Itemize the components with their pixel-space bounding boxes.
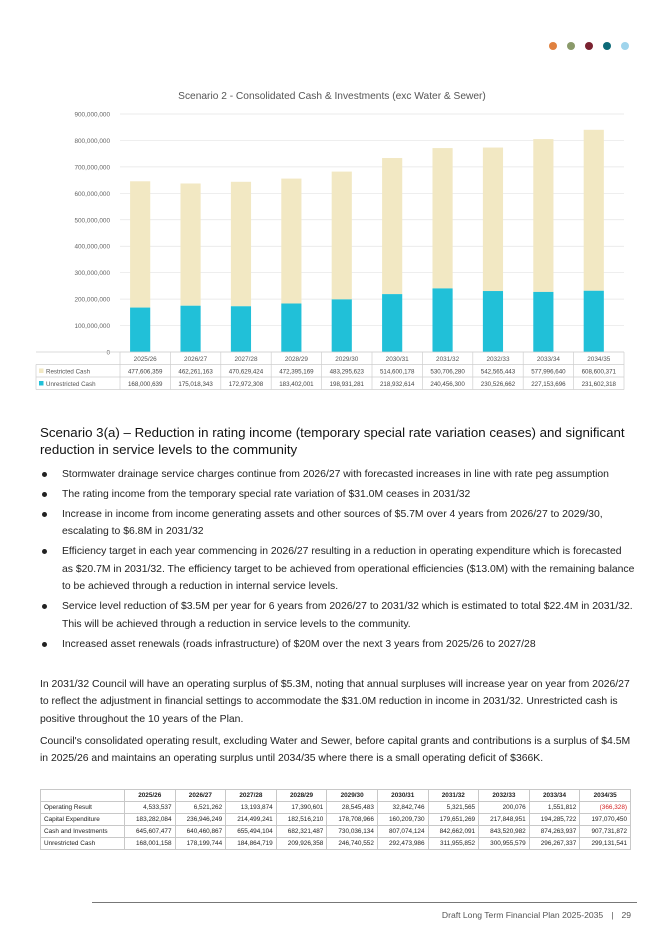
dot-icon bbox=[567, 42, 575, 50]
table-cell: 182,516,210 bbox=[276, 814, 327, 826]
x-tick-label: 2034/35 bbox=[587, 356, 611, 363]
column-header: 2026/27 bbox=[175, 790, 226, 802]
data-label: 198,931,281 bbox=[329, 380, 365, 388]
table-row bbox=[41, 826, 631, 838]
data-label: 514,600,178 bbox=[379, 368, 415, 376]
table-header-row bbox=[41, 790, 631, 802]
bar-restricted-cash bbox=[533, 139, 553, 292]
y-tick-label: 500,000,000 bbox=[74, 217, 110, 225]
column-header: 2032/33 bbox=[479, 790, 530, 802]
data-label: 183,402,001 bbox=[279, 380, 314, 388]
y-tick-label: 0 bbox=[106, 349, 110, 357]
bar-restricted-cash bbox=[584, 130, 604, 291]
data-label: 542,565,443 bbox=[480, 368, 516, 376]
page-number: 29 bbox=[621, 910, 631, 920]
data-label: 472,395,169 bbox=[279, 368, 314, 376]
bar-restricted-cash bbox=[180, 183, 200, 305]
table-cell: 214,499,241 bbox=[226, 814, 277, 826]
list-item: The rating income from the temporary special rate variation of $31.0M ceases in 2031/32 bbox=[40, 486, 635, 503]
list-item: Increase in income from income generating assets and other sources of $5.7M over 4 years from 2026/27 to 2029/30, escalating to $6.8M in 2031/32 bbox=[40, 506, 635, 541]
column-header: 2034/35 bbox=[580, 790, 631, 802]
y-tick-label: 600,000,000 bbox=[74, 190, 110, 198]
data-label: 175,018,343 bbox=[178, 380, 213, 388]
list-item: Increased asset renewals (roads infrastructure) of $20M over the next 3 years from 2025/26 to 2027/28 bbox=[40, 636, 635, 653]
column-header: 2030/31 bbox=[377, 790, 428, 802]
table-cell: 28,545,483 bbox=[327, 802, 378, 814]
table-cell: 200,076 bbox=[479, 802, 530, 814]
table-cell: 6,521,262 bbox=[175, 802, 226, 814]
row-label: Capital Expenditure bbox=[41, 814, 125, 826]
table-row bbox=[41, 802, 631, 814]
financial-summary-table bbox=[40, 789, 631, 850]
table-cell: 907,731,872 bbox=[580, 826, 631, 838]
list-item: Stormwater drainage service charges continue from 2026/27 with forecasted increases in line with rate peg assumption bbox=[40, 466, 635, 483]
legend-label: Unrestricted Cash bbox=[46, 380, 96, 388]
table-cell: 209,926,358 bbox=[276, 838, 327, 850]
table-cell: 194,285,722 bbox=[529, 814, 580, 826]
data-label: 483,295,623 bbox=[329, 368, 365, 376]
bar-restricted-cash bbox=[332, 172, 352, 300]
table-cell: 178,708,966 bbox=[327, 814, 378, 826]
data-label: 231,602,318 bbox=[581, 380, 617, 388]
table-cell: 730,036,134 bbox=[327, 826, 378, 838]
list-item: Efficiency target in each year commencing in 2026/27 resulting in a reduction in operating expenditure which is forecasted as $20.7M in 2031/32. The efficiency target to be achieved from operational efficiencies ($13.0M) with the remaining balance to be achieved through a reduction in internal service levels. bbox=[40, 543, 635, 595]
data-label: 530,706,280 bbox=[430, 368, 465, 376]
summary-paragraph: In 2031/32 Council will have an operating surplus of $5.3M, noting that annual surpluses will increase year on year from 2026/27 to reflect the adjustment in financial settings to accommodate the $31.0M reduction in income in 2031/32. Unrestricted cash is positive throughout the 10 years of the Plan. bbox=[40, 679, 630, 725]
table-cell: 842,662,091 bbox=[428, 826, 479, 838]
table-cell: 645,607,477 bbox=[124, 826, 175, 838]
data-label: 218,932,614 bbox=[379, 380, 415, 388]
bar-restricted-cash bbox=[483, 148, 503, 291]
column-header: 2033/34 bbox=[529, 790, 580, 802]
table-cell: 184,864,719 bbox=[226, 838, 277, 850]
legend-label: Restricted Cash bbox=[46, 368, 91, 376]
y-tick-label: 400,000,000 bbox=[74, 243, 110, 251]
table-cell: 1,551,812 bbox=[529, 802, 580, 814]
dot-icon bbox=[621, 42, 629, 50]
legend-swatch bbox=[39, 381, 44, 386]
data-label: 230,526,662 bbox=[480, 380, 516, 388]
table-cell: 5,321,565 bbox=[428, 802, 479, 814]
column-header bbox=[41, 790, 125, 802]
table-cell: 168,001,158 bbox=[124, 838, 175, 850]
table-cell: 160,209,730 bbox=[377, 814, 428, 826]
table-cell: (366,328) bbox=[580, 802, 631, 814]
data-label: 168,000,639 bbox=[127, 380, 163, 388]
table-cell: 178,199,744 bbox=[175, 838, 226, 850]
dot-icon bbox=[549, 42, 557, 50]
column-header: 2031/32 bbox=[428, 790, 479, 802]
bar-unrestricted-cash bbox=[332, 299, 352, 352]
table-cell: 4,533,537 bbox=[124, 802, 175, 814]
y-tick-label: 100,000,000 bbox=[74, 323, 110, 331]
footer-separator: | bbox=[611, 910, 614, 920]
table-cell: 17,390,601 bbox=[276, 802, 327, 814]
data-label: 462,261,163 bbox=[178, 368, 213, 376]
row-label: Operating Result bbox=[41, 802, 125, 814]
y-tick-label: 900,000,000 bbox=[74, 111, 110, 119]
data-label: 240,456,300 bbox=[430, 380, 465, 388]
dot-icon bbox=[585, 42, 593, 50]
legend-swatch bbox=[39, 369, 44, 374]
section-heading: Scenario 3(a) – Reduction in rating income (temporary special rate variation ceases) and significant reduction in service levels to the community bbox=[40, 425, 625, 457]
row-label: Unrestricted Cash bbox=[41, 838, 125, 850]
bar-unrestricted-cash bbox=[483, 291, 503, 352]
bar-restricted-cash bbox=[382, 158, 402, 294]
bar-restricted-cash bbox=[231, 182, 251, 306]
data-label: 227,153,696 bbox=[531, 380, 566, 388]
x-tick-label: 2026/27 bbox=[184, 356, 208, 363]
column-header: 2025/26 bbox=[124, 790, 175, 802]
page-footer bbox=[442, 910, 631, 920]
table-cell: 640,460,867 bbox=[175, 826, 226, 838]
footer-divider bbox=[92, 902, 637, 903]
assumption-list bbox=[40, 466, 635, 656]
table-cell: 296,267,337 bbox=[529, 838, 580, 850]
column-header: 2027/28 bbox=[226, 790, 277, 802]
cash-investments-chart bbox=[30, 84, 630, 394]
table-cell: 299,131,541 bbox=[580, 838, 631, 850]
table-cell: 32,842,746 bbox=[377, 802, 428, 814]
bar-restricted-cash bbox=[130, 181, 150, 307]
table-cell: 655,494,104 bbox=[226, 826, 277, 838]
column-header: 2028/29 bbox=[276, 790, 327, 802]
y-tick-label: 800,000,000 bbox=[74, 137, 110, 145]
x-tick-label: 2027/28 bbox=[234, 356, 258, 363]
x-tick-label: 2033/34 bbox=[536, 356, 560, 363]
table-cell: 300,955,579 bbox=[479, 838, 530, 850]
table-cell: 807,074,124 bbox=[377, 826, 428, 838]
column-header: 2029/30 bbox=[327, 790, 378, 802]
y-tick-label: 200,000,000 bbox=[74, 296, 110, 304]
x-tick-label: 2029/30 bbox=[335, 356, 359, 363]
x-tick-label: 2032/33 bbox=[486, 356, 510, 363]
table-cell: 197,070,450 bbox=[580, 814, 631, 826]
bar-unrestricted-cash bbox=[281, 304, 301, 352]
x-tick-label: 2028/29 bbox=[284, 356, 308, 363]
chart-title: Scenario 2 - Consolidated Cash & Investments (exc Water & Sewer) bbox=[178, 91, 486, 102]
list-item: Service level reduction of $3.5M per year for 6 years from 2026/27 to 2031/32 which is estimated to total $22.4M in 2031/32. This will be achieved through a reduction in service levels to the community. bbox=[40, 598, 635, 633]
bar-unrestricted-cash bbox=[584, 291, 604, 352]
bar-unrestricted-cash bbox=[382, 294, 402, 352]
bar-unrestricted-cash bbox=[231, 306, 251, 352]
y-tick-label: 700,000,000 bbox=[74, 164, 110, 172]
data-label: 608,600,371 bbox=[581, 368, 617, 376]
bar-unrestricted-cash bbox=[533, 292, 553, 352]
table-cell: 246,740,552 bbox=[327, 838, 378, 850]
x-tick-label: 2025/26 bbox=[133, 356, 157, 363]
bar-unrestricted-cash bbox=[180, 306, 200, 352]
bar-unrestricted-cash bbox=[432, 288, 452, 352]
data-label: 577,996,640 bbox=[531, 368, 566, 376]
table-cell: 183,282,084 bbox=[124, 814, 175, 826]
y-tick-label: 300,000,000 bbox=[74, 270, 110, 278]
bar-restricted-cash bbox=[281, 179, 301, 304]
x-tick-label: 2031/32 bbox=[436, 356, 460, 363]
data-label: 172,972,308 bbox=[228, 380, 264, 388]
table-cell: 843,520,982 bbox=[479, 826, 530, 838]
table-cell: 236,946,249 bbox=[175, 814, 226, 826]
decorative-dots bbox=[549, 42, 629, 50]
data-label: 470,629,424 bbox=[228, 368, 264, 376]
table-cell: 217,848,951 bbox=[479, 814, 530, 826]
table-row bbox=[41, 814, 631, 826]
table-cell: 311,955,852 bbox=[428, 838, 479, 850]
row-label: Cash and Investments bbox=[41, 826, 125, 838]
table-row bbox=[41, 838, 631, 850]
footer-document-title: Draft Long Term Financial Plan 2025-2035 bbox=[441, 910, 604, 920]
operating-result-paragraph: Council's consolidated operating result, excluding Water and Sewer, before capital grants and contributions is a surplus of $4.5M in 2025/26 and maintains an operating surplus until 2034/35 where there is a small operating deficit of $366K. bbox=[40, 736, 631, 765]
table-cell: 682,321,487 bbox=[276, 826, 327, 838]
bar-unrestricted-cash bbox=[130, 308, 150, 352]
x-tick-label: 2030/31 bbox=[385, 356, 409, 363]
table-cell: 292,473,986 bbox=[377, 838, 428, 850]
data-label: 477,606,359 bbox=[127, 368, 163, 376]
dot-icon bbox=[603, 42, 611, 50]
table-cell: 179,651,269 bbox=[428, 814, 479, 826]
table-cell: 874,263,937 bbox=[529, 826, 580, 838]
bar-restricted-cash bbox=[432, 148, 452, 288]
table-cell: 13,193,874 bbox=[226, 802, 277, 814]
